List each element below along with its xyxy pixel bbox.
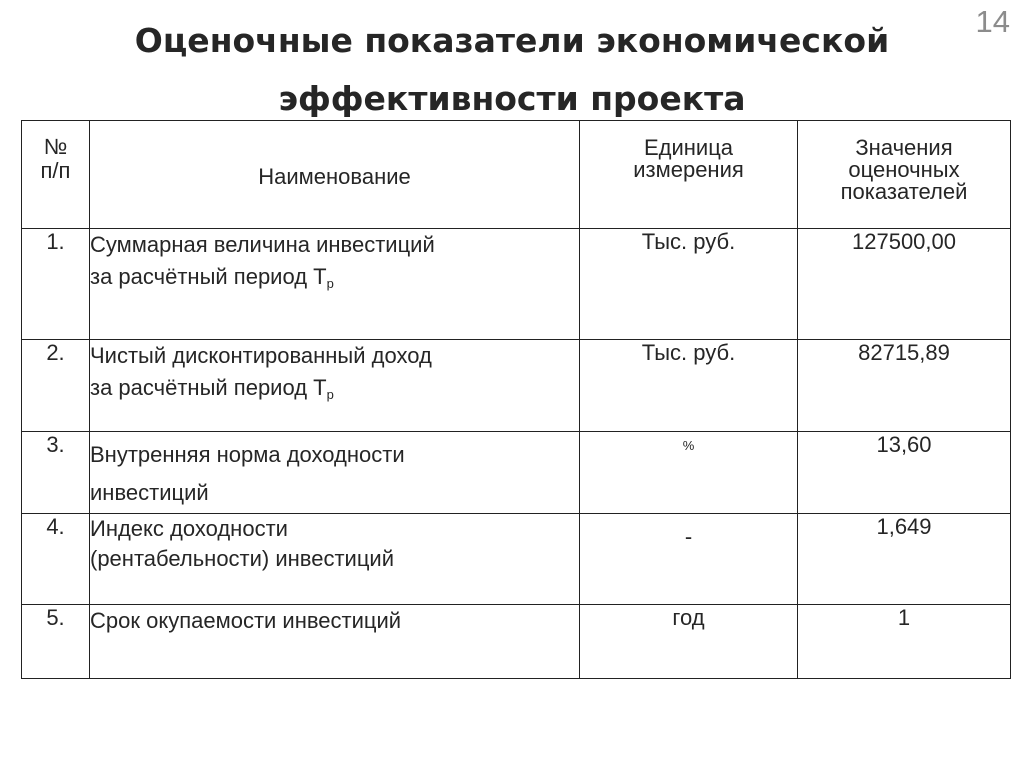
header-unit — [580, 121, 798, 229]
header-value-line-3: показателей — [840, 179, 968, 204]
row-name-line-1: Чистый дисконтированный доход — [90, 343, 432, 368]
row-name — [90, 605, 580, 679]
period-subscript: р — [326, 276, 334, 291]
header-name — [90, 121, 580, 229]
table-row — [22, 340, 1011, 432]
table-row — [22, 605, 1011, 679]
slide-number: 14 — [975, 4, 1010, 39]
slide-title — [0, 12, 1024, 128]
row-name-line-2 — [90, 372, 579, 411]
row-unit: - — [580, 514, 798, 605]
row-value: 13,60 — [798, 432, 1011, 514]
row-value: 82715,89 — [798, 340, 1011, 432]
row-number: 3. — [22, 432, 90, 514]
title-line-1: Оценочные показатели экономической — [134, 21, 890, 60]
row-name — [90, 432, 580, 514]
header-number — [22, 121, 90, 229]
row-number: 5. — [22, 605, 90, 679]
header-value — [798, 121, 1011, 229]
header-value-line-1: Значения — [855, 135, 953, 160]
header-unit-line-1: Единица — [643, 135, 734, 160]
title-line-2: эффективности проекта — [278, 79, 746, 118]
row-name-line-2 — [90, 261, 579, 300]
header-number-line-1: № — [43, 134, 68, 159]
row-name — [90, 340, 580, 432]
row-name — [90, 514, 580, 605]
row-name-line-2: (рентабельности) инвестиций — [90, 546, 395, 571]
row-name — [90, 229, 580, 340]
row-value: 1 — [798, 605, 1011, 679]
row-name-line-2: инвестиций — [90, 480, 209, 505]
row-number: 1. — [22, 229, 90, 340]
header-number-line-2: п/п — [40, 158, 71, 183]
header-name-label: Наименование — [258, 164, 411, 189]
row-unit: Тыс. руб. — [580, 229, 798, 340]
row-name-line-2-text: за расчётный период Т — [90, 264, 327, 289]
row-name-line-1: Индекс доходности — [90, 516, 288, 541]
header-unit-line-2: измерения — [633, 157, 744, 182]
table-header-row — [22, 121, 1011, 229]
row-name-line-1: Внутренняя норма доходности — [90, 442, 405, 467]
table-row — [22, 229, 1011, 340]
row-name-line-2-text: за расчётный период Т — [90, 375, 327, 400]
row-value: 127500,00 — [798, 229, 1011, 340]
row-name-line-1: Срок окупаемости инвестиций — [90, 608, 402, 633]
indicators-table — [21, 120, 1011, 679]
row-unit: % — [580, 432, 798, 514]
table-row — [22, 432, 1011, 514]
row-name-line-1: Суммарная величина инвестиций — [90, 232, 435, 257]
row-value: 1,649 — [798, 514, 1011, 605]
row-unit: год — [580, 605, 798, 679]
period-subscript: р — [326, 387, 334, 402]
table-row — [22, 514, 1011, 605]
row-number: 2. — [22, 340, 90, 432]
row-unit: Тыс. руб. — [580, 340, 798, 432]
row-number: 4. — [22, 514, 90, 605]
header-value-line-2: оценочных — [848, 157, 960, 182]
